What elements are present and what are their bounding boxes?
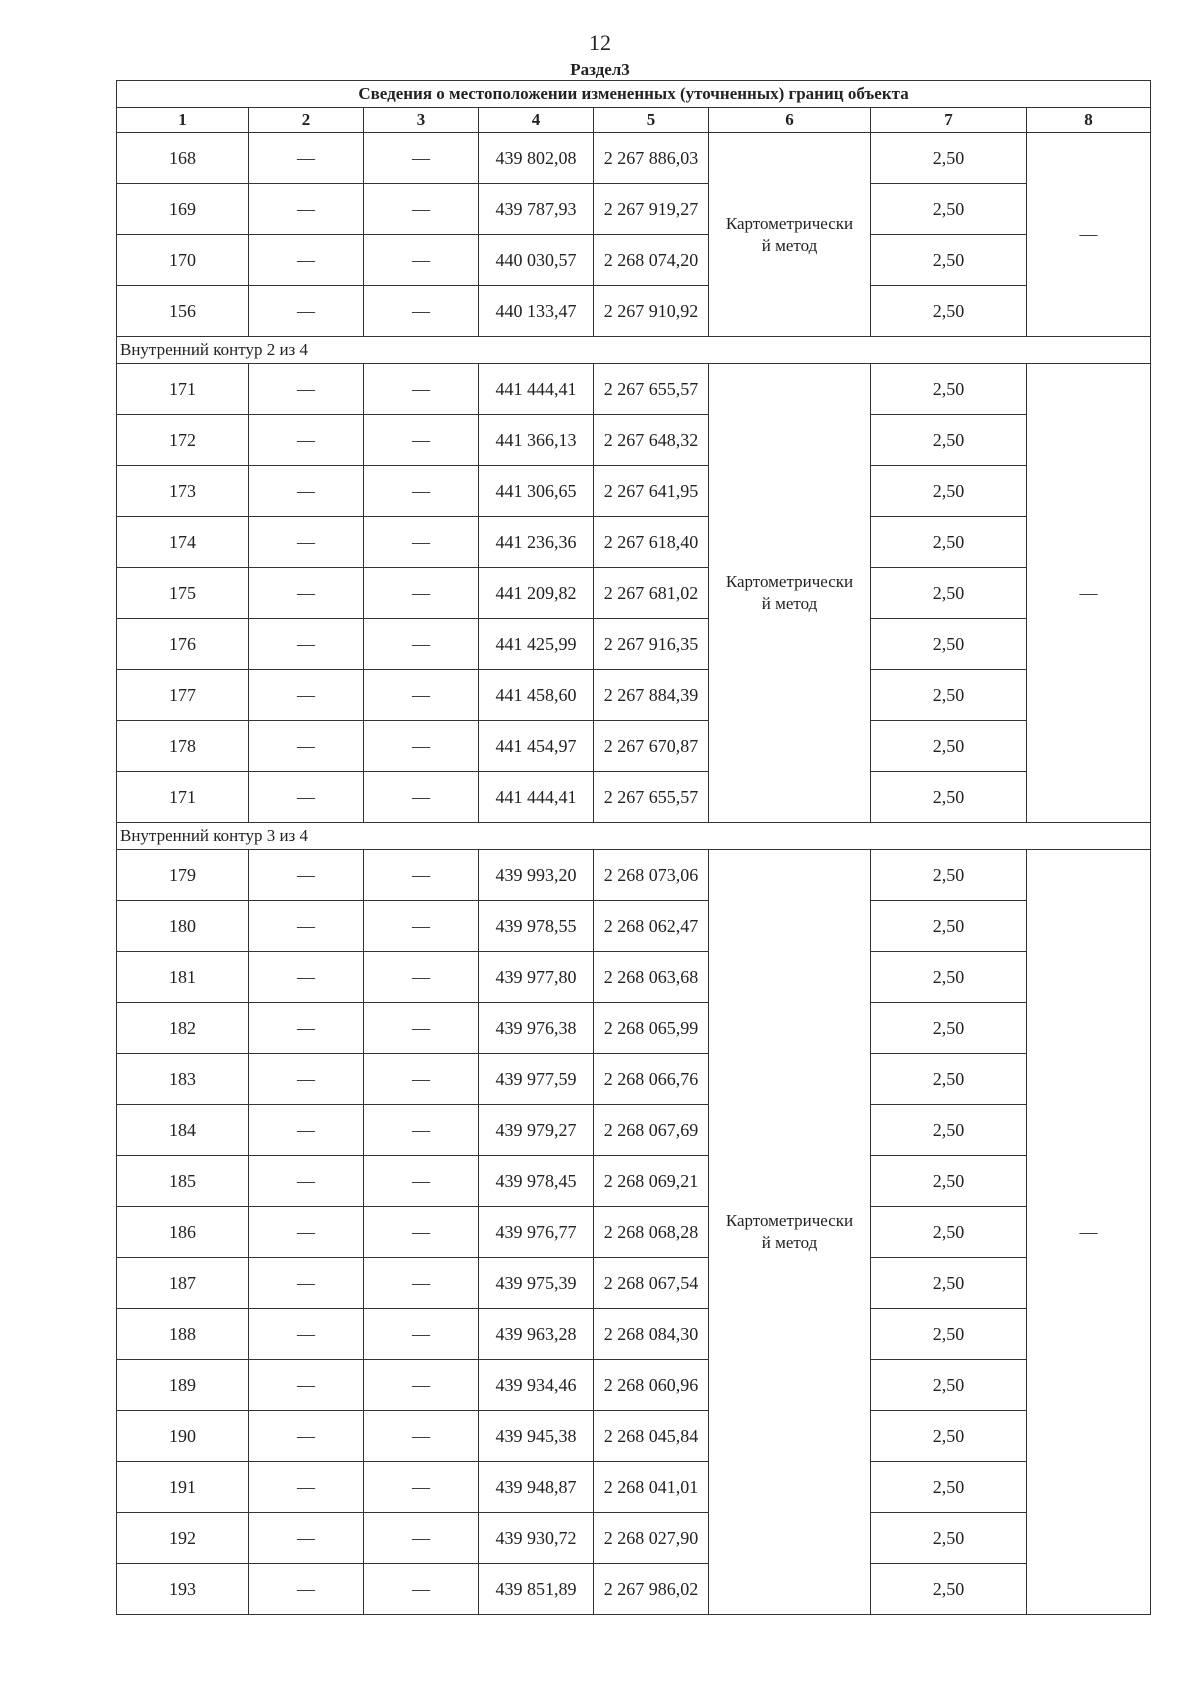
column-number: 4 <box>479 108 594 133</box>
accuracy-cell: 2,50 <box>871 415 1027 466</box>
method-text-line: Картометрически <box>725 1211 854 1230</box>
table-row <box>117 235 1151 286</box>
table-row <box>117 1360 1151 1411</box>
method-text-line: й метод <box>761 594 818 613</box>
method-text-line: й метод <box>761 235 818 255</box>
accuracy-cell: 2,50 <box>871 850 1027 901</box>
y-coordinate-cell: 2 268 074,20 <box>594 235 709 286</box>
accuracy-cell: 2,50 <box>871 901 1027 952</box>
point-number-cell: 187 <box>117 1258 249 1309</box>
x-coordinate-cell: 441 209,82 <box>479 568 594 619</box>
column-2-cell: — <box>249 235 364 286</box>
table-row <box>117 850 1151 901</box>
accuracy-cell: 2,50 <box>871 952 1027 1003</box>
table-row <box>117 1462 1151 1513</box>
accuracy-cell: 2,50 <box>871 772 1027 823</box>
column-2-cell: — <box>249 1360 364 1411</box>
x-coordinate-cell: 439 963,28 <box>479 1309 594 1360</box>
y-coordinate-cell: 2 268 069,21 <box>594 1156 709 1207</box>
table-row <box>117 1258 1151 1309</box>
table-row <box>117 721 1151 772</box>
x-coordinate-cell: 441 458,60 <box>479 670 594 721</box>
table-row <box>117 670 1151 721</box>
column-3-cell: — <box>364 364 479 415</box>
x-coordinate-cell: 439 978,45 <box>479 1156 594 1207</box>
y-coordinate-cell: 2 267 618,40 <box>594 517 709 568</box>
point-number-cell: 183 <box>117 1054 249 1105</box>
column-3-cell: — <box>364 1564 479 1615</box>
y-coordinate-cell: 2 267 884,39 <box>594 670 709 721</box>
column-3-cell: — <box>364 1003 479 1054</box>
y-coordinate-cell: 2 267 648,32 <box>594 415 709 466</box>
y-coordinate-cell: 2 268 045,84 <box>594 1411 709 1462</box>
accuracy-cell: 2,50 <box>871 1513 1027 1564</box>
column-2-cell: — <box>249 619 364 670</box>
accuracy-cell: 2,50 <box>871 1564 1027 1615</box>
table-row <box>117 364 1151 415</box>
y-coordinate-cell: 2 267 655,57 <box>594 364 709 415</box>
accuracy-cell: 2,50 <box>871 517 1027 568</box>
x-coordinate-cell: 439 934,46 <box>479 1360 594 1411</box>
column-3-cell: — <box>364 1258 479 1309</box>
table-row <box>117 466 1151 517</box>
table-row <box>117 1105 1151 1156</box>
point-number-cell: 188 <box>117 1309 249 1360</box>
y-coordinate-cell: 2 267 986,02 <box>594 1564 709 1615</box>
column-2-cell: — <box>249 1207 364 1258</box>
column-3-cell: — <box>364 1156 479 1207</box>
column-2-cell: — <box>249 1105 364 1156</box>
accuracy-cell: 2,50 <box>871 619 1027 670</box>
x-coordinate-cell: 439 975,39 <box>479 1258 594 1309</box>
column-3-cell: — <box>364 670 479 721</box>
boundary-coordinates-table <box>116 80 1151 1615</box>
point-number-cell: 193 <box>117 1564 249 1615</box>
x-coordinate-cell: 440 030,57 <box>479 235 594 286</box>
column-3-cell: — <box>364 619 479 670</box>
column-2-cell: — <box>249 364 364 415</box>
point-number-cell: 192 <box>117 1513 249 1564</box>
point-number-cell: 186 <box>117 1207 249 1258</box>
column-8-cell: — <box>1027 364 1151 823</box>
x-coordinate-cell: 439 977,80 <box>479 952 594 1003</box>
accuracy-cell: 2,50 <box>871 235 1027 286</box>
x-coordinate-cell: 439 802,08 <box>479 133 594 184</box>
column-3-cell: — <box>364 1462 479 1513</box>
table-row <box>117 1564 1151 1615</box>
column-3-cell: — <box>364 721 479 772</box>
x-coordinate-cell: 439 977,59 <box>479 1054 594 1105</box>
column-3-cell: — <box>364 568 479 619</box>
column-number: 5 <box>594 108 709 133</box>
point-number-cell: 170 <box>117 235 249 286</box>
table-row <box>117 1054 1151 1105</box>
y-coordinate-cell: 2 267 886,03 <box>594 133 709 184</box>
column-2-cell: — <box>249 1411 364 1462</box>
y-coordinate-cell: 2 267 681,02 <box>594 568 709 619</box>
x-coordinate-cell: 441 444,41 <box>479 772 594 823</box>
accuracy-cell: 2,50 <box>871 1105 1027 1156</box>
y-coordinate-cell: 2 267 910,92 <box>594 286 709 337</box>
point-number-cell: 191 <box>117 1462 249 1513</box>
column-3-cell: — <box>364 1309 479 1360</box>
x-coordinate-cell: 439 930,72 <box>479 1513 594 1564</box>
accuracy-cell: 2,50 <box>871 286 1027 337</box>
y-coordinate-cell: 2 268 065,99 <box>594 1003 709 1054</box>
accuracy-cell: 2,50 <box>871 1207 1027 1258</box>
point-number-cell: 172 <box>117 415 249 466</box>
x-coordinate-cell: 439 976,77 <box>479 1207 594 1258</box>
column-2-cell: — <box>249 568 364 619</box>
y-coordinate-cell: 2 267 670,87 <box>594 721 709 772</box>
table-row <box>117 568 1151 619</box>
point-number-cell: 171 <box>117 364 249 415</box>
column-3-cell: — <box>364 133 479 184</box>
accuracy-cell: 2,50 <box>871 1156 1027 1207</box>
point-number-cell: 171 <box>117 772 249 823</box>
column-3-cell: — <box>364 850 479 901</box>
point-number-cell: 190 <box>117 1411 249 1462</box>
table-row <box>117 133 1151 184</box>
point-number-cell: 173 <box>117 466 249 517</box>
accuracy-cell: 2,50 <box>871 1054 1027 1105</box>
x-coordinate-cell: 439 978,55 <box>479 901 594 952</box>
column-3-cell: — <box>364 901 479 952</box>
column-3-cell: — <box>364 235 479 286</box>
accuracy-cell: 2,50 <box>871 466 1027 517</box>
contour-label: Внутренний контур 2 из 4 <box>117 337 1151 364</box>
y-coordinate-cell: 2 268 084,30 <box>594 1309 709 1360</box>
accuracy-cell: 2,50 <box>871 568 1027 619</box>
table-row <box>117 1207 1151 1258</box>
method-text-line: Картометрически <box>725 213 854 233</box>
point-number-cell: 181 <box>117 952 249 1003</box>
column-3-cell: — <box>364 1360 479 1411</box>
accuracy-cell: 2,50 <box>871 364 1027 415</box>
point-number-cell: 168 <box>117 133 249 184</box>
accuracy-cell: 2,50 <box>871 670 1027 721</box>
contour-label: Внутренний контур 3 из 4 <box>117 823 1151 850</box>
y-coordinate-cell: 2 268 063,68 <box>594 952 709 1003</box>
method-text-line: Картометрически <box>725 572 854 591</box>
x-coordinate-cell: 441 454,97 <box>479 721 594 772</box>
table-row <box>117 619 1151 670</box>
x-coordinate-cell: 439 787,93 <box>479 184 594 235</box>
x-coordinate-cell: 439 979,27 <box>479 1105 594 1156</box>
column-2-cell: — <box>249 184 364 235</box>
accuracy-cell: 2,50 <box>871 1309 1027 1360</box>
y-coordinate-cell: 2 268 068,28 <box>594 1207 709 1258</box>
point-number-cell: 156 <box>117 286 249 337</box>
x-coordinate-cell: 439 851,89 <box>479 1564 594 1615</box>
column-2-cell: — <box>249 1258 364 1309</box>
column-2-cell: — <box>249 1054 364 1105</box>
y-coordinate-cell: 2 267 641,95 <box>594 466 709 517</box>
method-cell <box>709 850 871 1615</box>
point-number-cell: 185 <box>117 1156 249 1207</box>
point-number-cell: 176 <box>117 619 249 670</box>
x-coordinate-cell: 441 366,13 <box>479 415 594 466</box>
x-coordinate-cell: 441 425,99 <box>479 619 594 670</box>
point-number-cell: 169 <box>117 184 249 235</box>
column-number: 6 <box>709 108 871 133</box>
column-2-cell: — <box>249 466 364 517</box>
column-2-cell: — <box>249 517 364 568</box>
column-2-cell: — <box>249 1513 364 1564</box>
column-2-cell: — <box>249 1564 364 1615</box>
column-3-cell: — <box>364 1207 479 1258</box>
y-coordinate-cell: 2 268 066,76 <box>594 1054 709 1105</box>
column-3-cell: — <box>364 286 479 337</box>
table-row <box>117 1513 1151 1564</box>
table-row <box>117 952 1151 1003</box>
page-number: 12 <box>589 30 611 55</box>
column-2-cell: — <box>249 850 364 901</box>
point-number-cell: 178 <box>117 721 249 772</box>
x-coordinate-cell: 441 236,36 <box>479 517 594 568</box>
column-number: 3 <box>364 108 479 133</box>
table-row <box>117 517 1151 568</box>
column-number: 2 <box>249 108 364 133</box>
column-3-cell: — <box>364 1054 479 1105</box>
method-cell <box>709 364 871 823</box>
accuracy-cell: 2,50 <box>871 184 1027 235</box>
column-2-cell: — <box>249 952 364 1003</box>
column-3-cell: — <box>364 184 479 235</box>
column-3-cell: — <box>364 1411 479 1462</box>
column-2-cell: — <box>249 286 364 337</box>
point-number-cell: 177 <box>117 670 249 721</box>
accuracy-cell: 2,50 <box>871 1003 1027 1054</box>
accuracy-cell: 2,50 <box>871 1411 1027 1462</box>
point-number-cell: 184 <box>117 1105 249 1156</box>
column-8-cell: — <box>1027 850 1151 1615</box>
column-number: 7 <box>871 108 1027 133</box>
accuracy-cell: 2,50 <box>871 1258 1027 1309</box>
column-3-cell: — <box>364 772 479 823</box>
table-row <box>117 1309 1151 1360</box>
y-coordinate-cell: 2 267 655,57 <box>594 772 709 823</box>
table-row <box>117 184 1151 235</box>
y-coordinate-cell: 2 268 060,96 <box>594 1360 709 1411</box>
point-number-cell: 182 <box>117 1003 249 1054</box>
x-coordinate-cell: 439 948,87 <box>479 1462 594 1513</box>
x-coordinate-cell: 439 945,38 <box>479 1411 594 1462</box>
column-2-cell: — <box>249 1003 364 1054</box>
method-cell <box>709 133 871 337</box>
column-3-cell: — <box>364 1513 479 1564</box>
accuracy-cell: 2,50 <box>871 133 1027 184</box>
column-2-cell: — <box>249 1462 364 1513</box>
column-2-cell: — <box>249 772 364 823</box>
column-2-cell: — <box>249 721 364 772</box>
column-2-cell: — <box>249 133 364 184</box>
column-2-cell: — <box>249 1156 364 1207</box>
table-caption: Сведения о местоположении измененных (уточненных) границ объекта <box>117 81 1151 108</box>
y-coordinate-cell: 2 268 041,01 <box>594 1462 709 1513</box>
accuracy-cell: 2,50 <box>871 721 1027 772</box>
table-row <box>117 772 1151 823</box>
y-coordinate-cell: 2 268 027,90 <box>594 1513 709 1564</box>
point-number-cell: 180 <box>117 901 249 952</box>
x-coordinate-cell: 441 444,41 <box>479 364 594 415</box>
table-row <box>117 901 1151 952</box>
y-coordinate-cell: 2 268 073,06 <box>594 850 709 901</box>
column-2-cell: — <box>249 670 364 721</box>
accuracy-cell: 2,50 <box>871 1462 1027 1513</box>
accuracy-cell: 2,50 <box>871 1360 1027 1411</box>
column-3-cell: — <box>364 1105 479 1156</box>
table-row <box>117 415 1151 466</box>
column-2-cell: — <box>249 901 364 952</box>
x-coordinate-cell: 439 976,38 <box>479 1003 594 1054</box>
point-number-cell: 174 <box>117 517 249 568</box>
column-3-cell: — <box>364 466 479 517</box>
table-row <box>117 286 1151 337</box>
column-3-cell: — <box>364 517 479 568</box>
column-number: 8 <box>1027 108 1151 133</box>
column-3-cell: — <box>364 415 479 466</box>
column-number: 1 <box>117 108 249 133</box>
x-coordinate-cell: 439 993,20 <box>479 850 594 901</box>
point-number-cell: 189 <box>117 1360 249 1411</box>
point-number-cell: 179 <box>117 850 249 901</box>
y-coordinate-cell: 2 268 062,47 <box>594 901 709 952</box>
point-number-cell: 175 <box>117 568 249 619</box>
y-coordinate-cell: 2 267 916,35 <box>594 619 709 670</box>
column-2-cell: — <box>249 415 364 466</box>
table-row <box>117 1156 1151 1207</box>
section-title: Раздел3 <box>570 60 630 79</box>
column-3-cell: — <box>364 952 479 1003</box>
y-coordinate-cell: 2 268 067,69 <box>594 1105 709 1156</box>
table-row <box>117 1003 1151 1054</box>
x-coordinate-cell: 441 306,65 <box>479 466 594 517</box>
table-row <box>117 1411 1151 1462</box>
x-coordinate-cell: 440 133,47 <box>479 286 594 337</box>
y-coordinate-cell: 2 267 919,27 <box>594 184 709 235</box>
column-2-cell: — <box>249 1309 364 1360</box>
method-text-line: й метод <box>761 1233 818 1252</box>
column-8-cell: — <box>1027 133 1151 337</box>
y-coordinate-cell: 2 268 067,54 <box>594 1258 709 1309</box>
